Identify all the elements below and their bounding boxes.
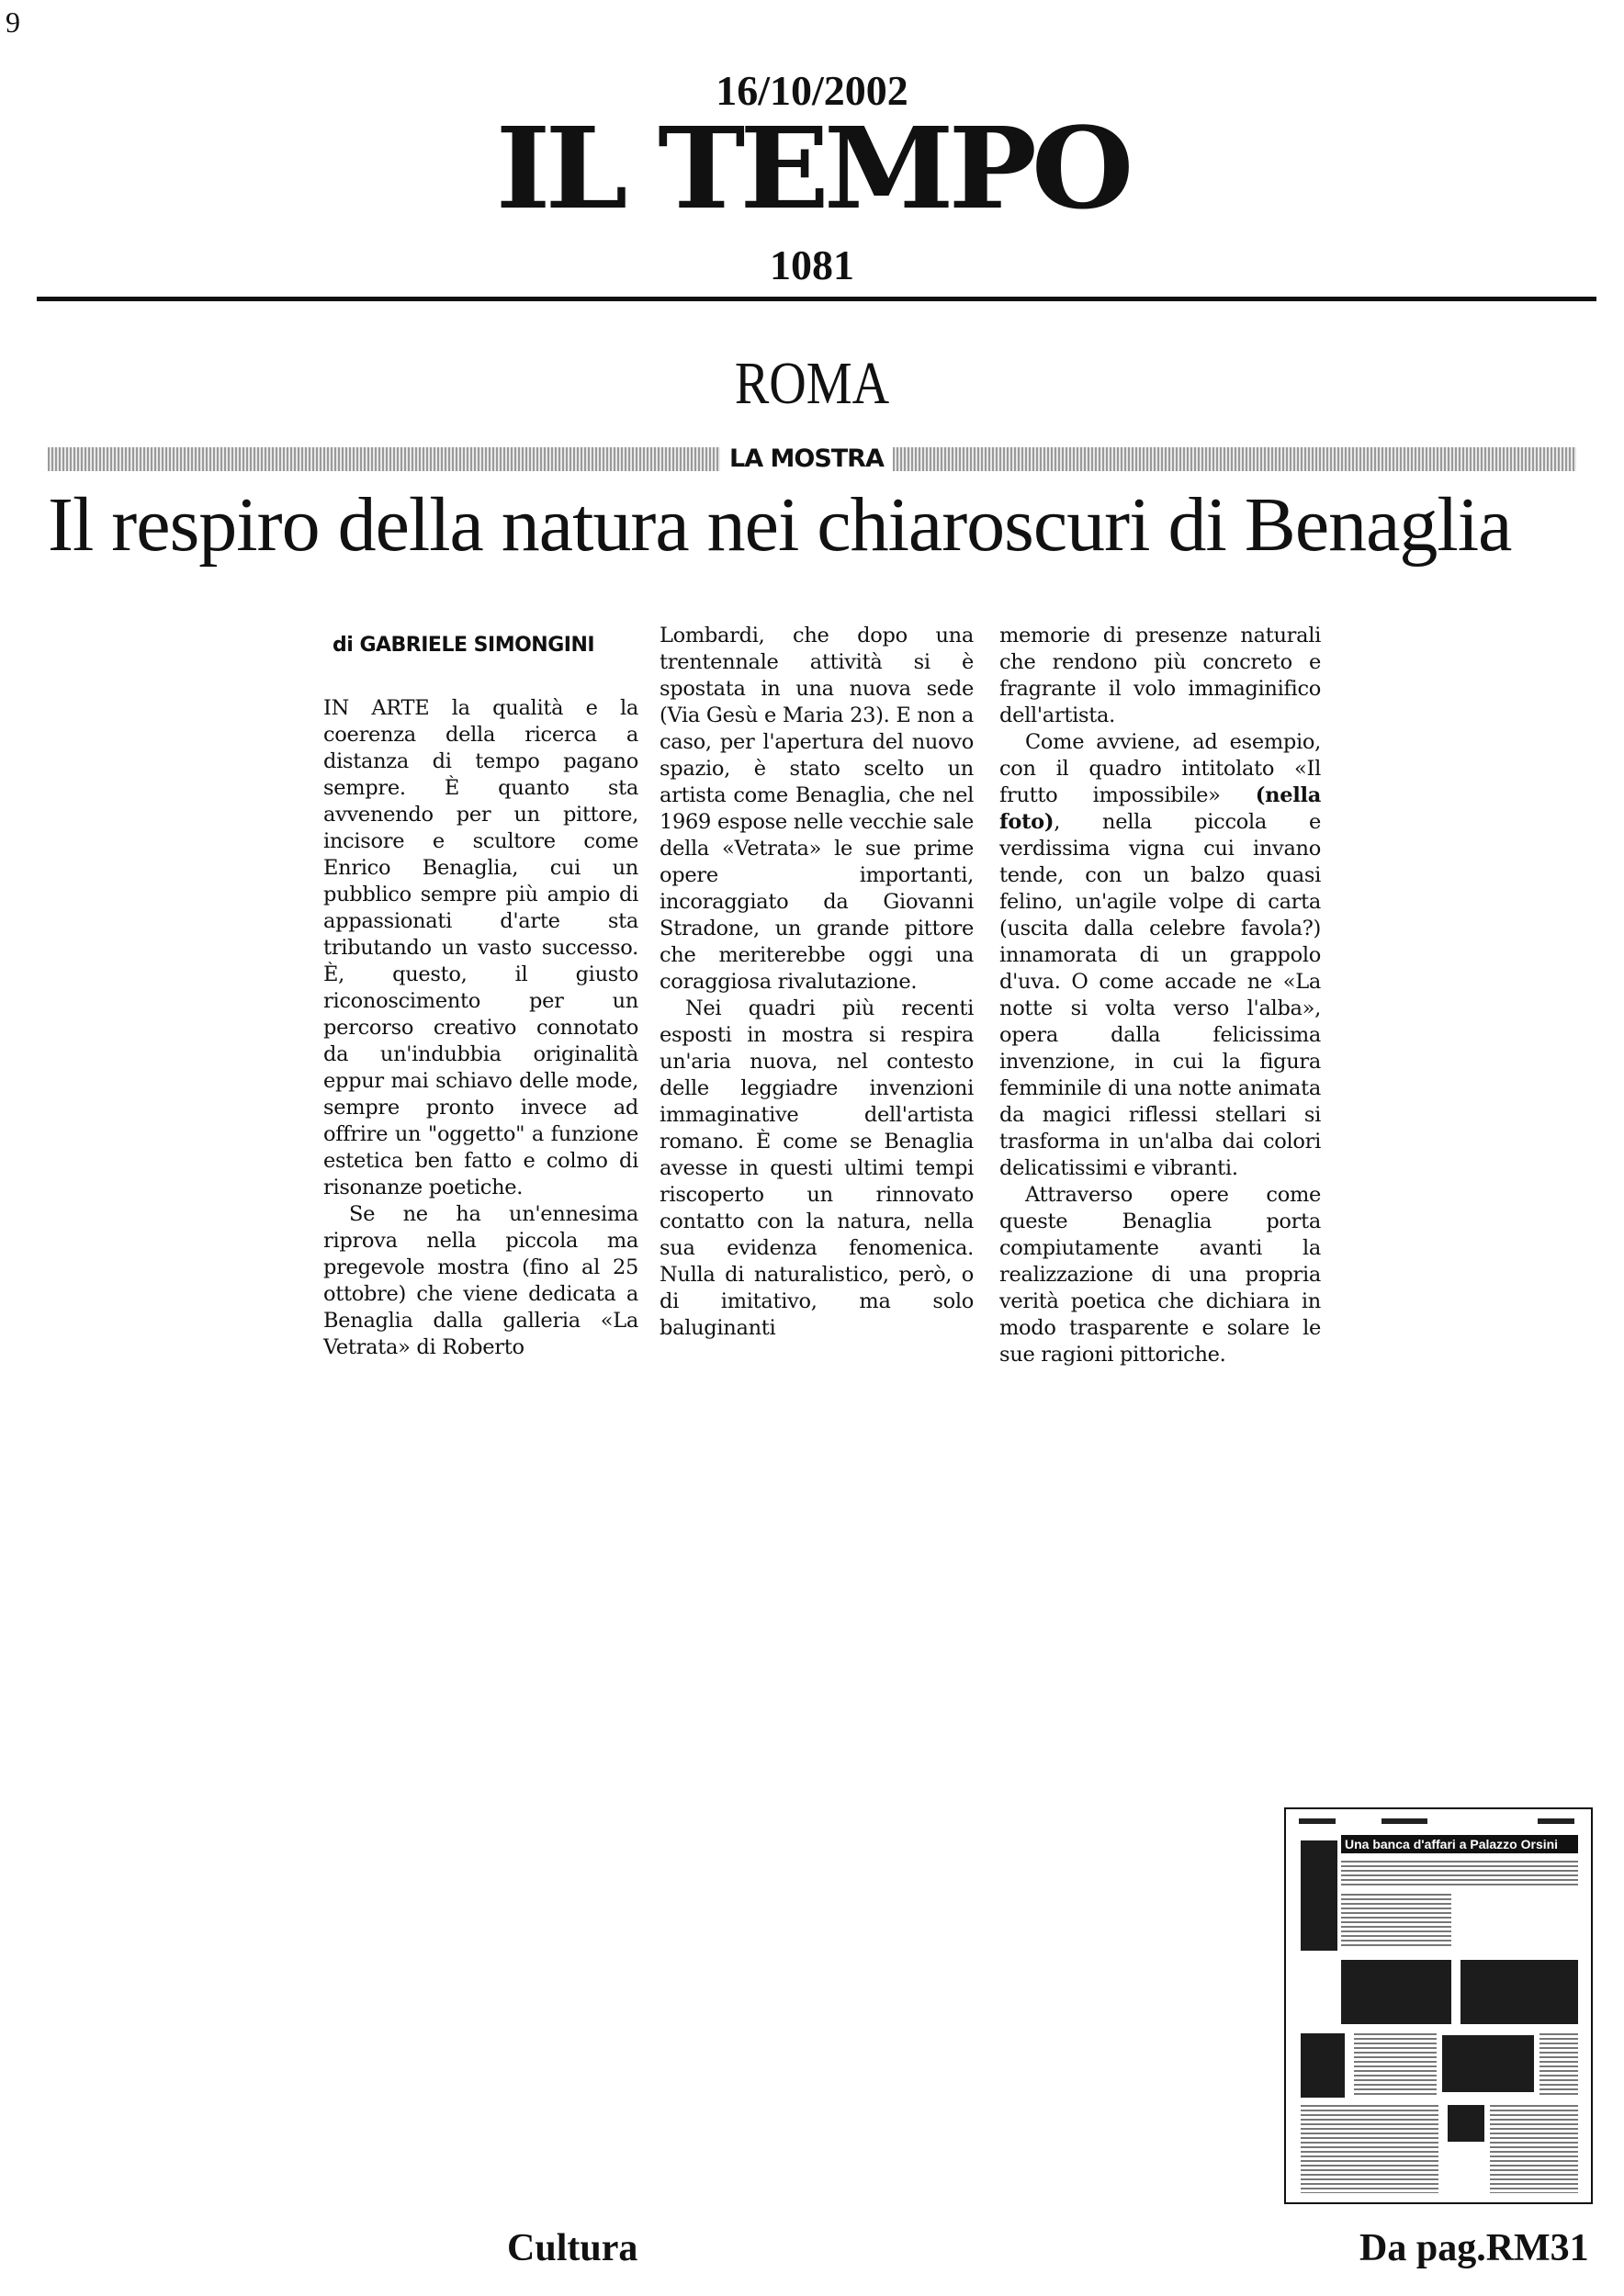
thumbnail-photo bbox=[1301, 1840, 1337, 1951]
thumbnail-header-strip bbox=[1299, 1818, 1574, 1824]
newspaper-masthead: IL TEMPO bbox=[495, 103, 1129, 235]
thumbnail-photo bbox=[1442, 2035, 1534, 2092]
thumbnail-photo bbox=[1460, 1960, 1578, 2024]
article-column-3 bbox=[999, 623, 1321, 1368]
thumbnail-text-block bbox=[1301, 2105, 1438, 2193]
issue-number: 1081 bbox=[770, 242, 854, 288]
paragraph: Attraverso opere come queste Benaglia porta compiutamente avanti la realizzazione di una propria verità poetica che dichiara in modo trasparente e solare le sue ragioni pittoriche. bbox=[999, 1183, 1321, 1367]
photo-reference: (nella foto) bbox=[999, 783, 1321, 834]
paragraph bbox=[999, 729, 1321, 1182]
thumbnail-text-block bbox=[1341, 1894, 1451, 1949]
article-column-2 bbox=[660, 623, 974, 1342]
article-headline: Il respiro della natura nei chiaroscuri di Benaglia bbox=[48, 482, 1512, 568]
paragraph: Lombardi, che dopo una trentennale attività si è spostata in una nuova sede (Via Gesù e Maria 23). E non a caso, per l'apertura del nuovo spazio, è stato scelto un artista come Benaglia, che nel 1969 espose nelle vecchie sale della «Vetrata» le sue prime opere importanti, incoraggiato da Giovanni Stradone, un grande pittore che meriterebbe oggi una coraggiosa rivalutazione. bbox=[660, 624, 974, 994]
paragraph: Se ne ha un'ennesima riprova nella piccola ma pregevole mostra (fino al 25 ottobre) che viene dedicata a Benaglia dalla galleria «La Vetrata» di Roberto bbox=[323, 1202, 638, 1359]
paragraph-text: , nella piccola e verdissima vigna cui invano tende, con un balzo quasi felino, un'agile volpe di carta (uscita dalla celebre favola?) innamorata di un grappolo d'uva. O come accade ne «La notte si volta verso l'alba», opera dalla felicissima invenzione, in cui la figura femminile di una notte animata da magici riflessi stellari si trasforma in un'alba dai colori delicatissimi e vibranti. bbox=[999, 810, 1321, 1180]
thumbnail-photo bbox=[1448, 2105, 1484, 2142]
thumbnail-text-block bbox=[1341, 1861, 1578, 1888]
header-divider bbox=[37, 297, 1596, 301]
thumbnail-photo bbox=[1301, 2033, 1345, 2098]
paragraph: Nei quadri più recenti esposti in mostra si respira un'aria nuova, nel contesto delle leggiadre invenzioni immaginative dell'artista romano. È come se Benaglia avesse in questi ultimi tempi riscoperto un rinnovato contatto con la natura, nella sua evidenza fenomenica. Nulla di naturalistico, però, o di imitativo, ma solo baluginanti bbox=[660, 996, 974, 1340]
publication-date: 16/10/2002 bbox=[716, 67, 908, 114]
section-title: ROMA bbox=[734, 350, 890, 417]
paragraph: IN ARTE la qualità e la coerenza della ricerca a distanza di tempo pagano sempre. È quanto sta avvenendo per un pittore, incisore e scultore come Enrico Benaglia, cui un pubblico sempre più ampio di appassionati d'arte sta tributando un vasto successo. È, questo, il giusto riconoscimento per un percorso creativo connotato da un'indubbia originalità eppur mai schiavo delle mode, sempre pronto invece ad offrire un "oggetto" a funzione estetica ben fatto e colmo di risonanze poetiche. bbox=[323, 696, 638, 1199]
thumbnail-text-block bbox=[1354, 2033, 1437, 2098]
thumbnail-text-block bbox=[1490, 2105, 1578, 2193]
thumbnail-text-block bbox=[1539, 2033, 1578, 2098]
page-number: 9 bbox=[6, 6, 20, 39]
thumbnail-photo bbox=[1341, 1960, 1451, 2024]
footer-page-reference: Da pag.RM31 bbox=[1359, 2227, 1589, 2269]
thumbnail-headline-bar bbox=[1341, 1835, 1578, 1853]
thumbnail-headline: Una banca d'affari a Palazzo Orsini bbox=[1345, 1837, 1559, 1851]
article-column-1 bbox=[323, 625, 638, 1361]
article-byline: di GABRIELE SIMONGINI bbox=[333, 634, 595, 657]
paragraph: memorie di presenze naturali che rendono più concreto e fragrante il volo immaginifico dell'artista. bbox=[999, 624, 1321, 727]
footer-section: Cultura bbox=[507, 2227, 638, 2269]
paragraph-text: Come avviene, ad esempio, con il quadro intitolato «Il frutto impossibile» bbox=[999, 730, 1321, 807]
page-thumbnail bbox=[1284, 1807, 1593, 2204]
article-kicker: LA MOSTRA bbox=[720, 445, 893, 473]
